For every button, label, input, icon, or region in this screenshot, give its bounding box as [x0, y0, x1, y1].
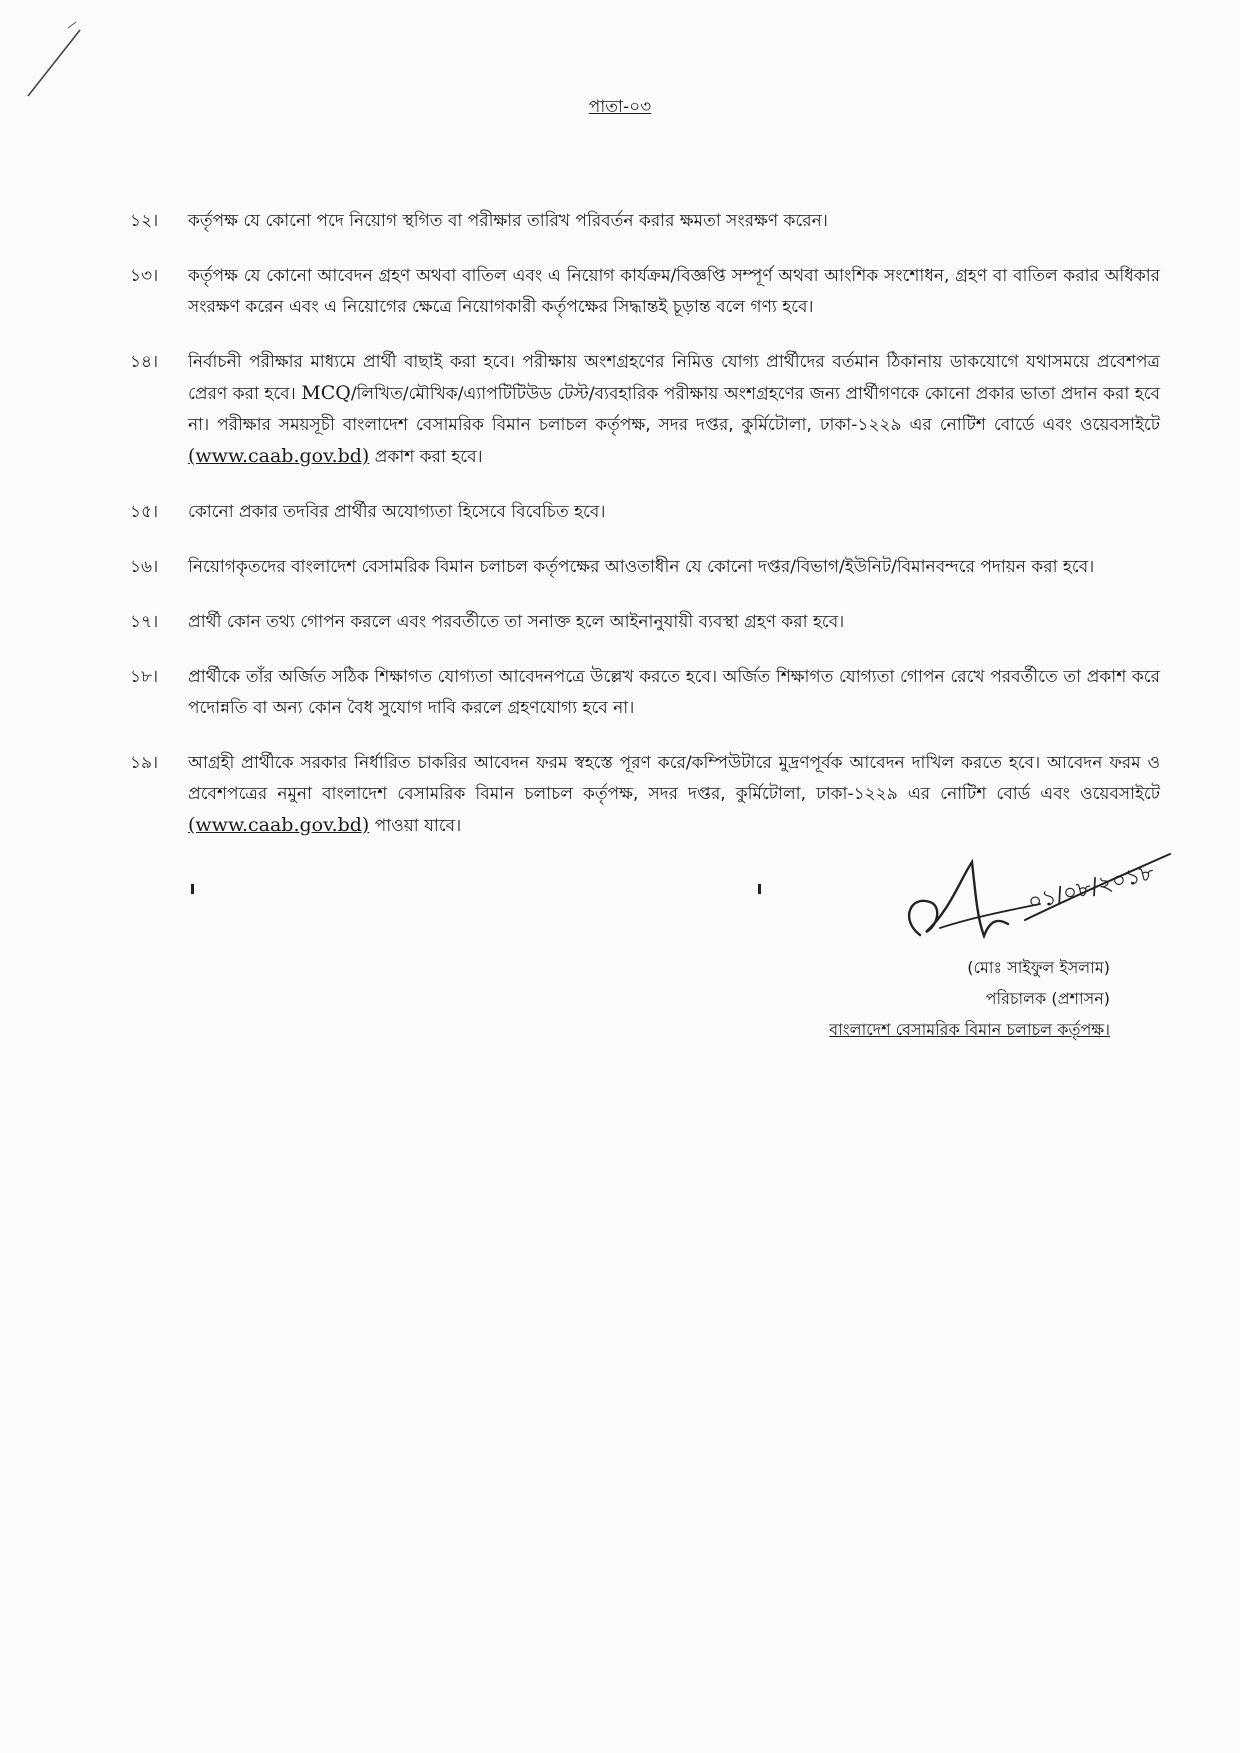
- clause-number: ১৩।: [130, 266, 159, 286]
- clause-text-part: আগ্রহী প্রার্থীকে সরকার নির্ধারিত চাকরির আবেদন ফরম স্বহস্তে পূরণ করে/কম্পিউটারে মুদ্রণপূর্বক আবেদন দাখিল করতে হবে। আবেদন ফরম ও প্রবেশপত্রের নমুনা বাংলাদেশ বেসামরিক বিমান চলাচল কর্তৃপক্ষ, সদর দপ্তর, কুর্মিটোলা, ঢাকা-১২২৯ এর নোটিশ বোর্ড এবং ওয়েবসাইটে: [188, 753, 1160, 804]
- clause-text-part: প্রকাশ করা হবে।: [374, 447, 483, 467]
- clause-14: [130, 347, 1160, 473]
- scan-dot: [191, 884, 194, 894]
- signatory-organization: বাংলাদেশ বেসামরিক বিমান চলাচল কর্তৃপক্ষ।: [829, 1020, 1110, 1039]
- clause-15: [130, 497, 1160, 528]
- website-link[interactable]: (www.caab.gov.bd): [188, 445, 370, 467]
- handwritten-signature: [880, 840, 1180, 950]
- clause-number: ১৪।: [130, 352, 159, 372]
- clause-number: ১৯।: [130, 753, 159, 773]
- clause-number: ১৫।: [130, 502, 159, 522]
- scan-pen-mark: [20, 20, 90, 100]
- clause-text: [188, 748, 1160, 842]
- clause-text: প্রার্থী কোন তথ্য গোপন করলে এবং পরবর্তীতে তা সনাক্ত হলে আইনানুযায়ী ব্যবস্থা গ্রহণ করা হবে।: [188, 612, 845, 632]
- clause-number: ১৭।: [130, 612, 159, 632]
- clause-text: প্রার্থীকে তাঁর অর্জিত সঠিক শিক্ষাগত যোগ্যতা আবেদনপত্রে উল্লেখ করতে হবে। অর্জিত শিক্ষাগত যোগ্যতা গোপন রেখে পরবর্তীতে তা প্রকাশ করে পদোন্নতি বা অন্য কোন বৈধ সুযোগ দাবি করলে গ্রহণযোগ্য হবে না।: [188, 667, 1160, 718]
- clause-13: [130, 261, 1160, 323]
- website-link[interactable]: (www.caab.gov.bd): [188, 814, 370, 836]
- page-number: পাতা-০৩: [588, 97, 652, 117]
- clause-number: ১২।: [130, 211, 159, 231]
- signatory-name: (মোঃ সাইফুল ইসলাম): [967, 958, 1110, 977]
- scan-dot: [758, 884, 761, 894]
- clause-text: নিয়োগকৃতদের বাংলাদেশ বেসামরিক বিমান চলাচল কর্তৃপক্ষের আওতাধীন যে কোনো দপ্তর/বিভাগ/ইউনিট/বিমানবন্দরে পদায়ন করা হবে।: [188, 557, 1095, 577]
- clause-text: কোনো প্রকার তদবির প্রার্থীর অযোগ্যতা হিসেবে বিবেচিত হবে।: [188, 502, 606, 522]
- signatory-designation: পরিচালক (প্রশাসন): [985, 989, 1110, 1008]
- signature-block: [690, 952, 1110, 1045]
- clause-19: [130, 748, 1160, 842]
- clause-number: ১৮।: [130, 667, 159, 687]
- clause-12: [130, 206, 1160, 237]
- clause-18: [130, 662, 1160, 724]
- clause-text: কর্তৃপক্ষ যে কোনো পদে নিয়োগ স্থগিত বা পরীক্ষার তারিখ পরিবর্তন করার ক্ষমতা সংরক্ষণ করেন।: [188, 211, 828, 231]
- clause-text-part: নির্বাচনী পরীক্ষার মাধ্যমে প্রার্থী বাছাই করা হবে। পরীক্ষায় অংশগ্রহণের নিমিত্ত যোগ্য প্রার্থীদের বর্তমান ঠিকানায় ডাকযোগে যথাসময়ে প্রবেশপত্র প্রেরণ করা হবে।: [188, 352, 1160, 404]
- clause-17: [130, 607, 1160, 638]
- clause-text-part: /লিখিত/মৌখিক/এ্যাপটিটিউড টেস্ট/ব্যবহারিক পরীক্ষায় অংশগ্রহণের জন্য প্রার্থীগণকে কোনো প্রকার ভাতা প্রদান করা হবে না। পরীক্ষার সময়সূচী বাংলাদেশ বেসামরিক বিমান চলাচল কর্তৃপক্ষ, সদর দপ্তর, কুর্মিটোলা, ঢাকা-১২২৯ এর নোটিশ বোর্ডে এবং ওয়েবসাইটে: [188, 384, 1160, 435]
- clause-text: কর্তৃপক্ষ যে কোনো আবেদন গ্রহণ অথবা বাতিল এবং এ নিয়োগ কার্যক্রম/বিজ্ঞপ্তি সম্পূর্ণ অথবা আংশিক সংশোধন, গ্রহণ বা বাতিল করার অধিকার সংরক্ষণ করেন এবং এ নিয়োগের ক্ষেত্রে নিয়োগকারী কর্তৃপক্ষের সিদ্ধান্তই চূড়ান্ত বলে গণ্য হবে।: [188, 266, 1160, 317]
- handwritten-date: ০১/০৮/২০১৮: [1025, 860, 1157, 916]
- clause-text-part: পাওয়া যাবে।: [374, 816, 462, 836]
- clause-number: ১৬।: [130, 557, 159, 577]
- clause-16: [130, 552, 1160, 583]
- clause-text: [188, 347, 1160, 473]
- mcq-term: MCQ: [301, 382, 351, 404]
- clause-list: [130, 206, 1160, 866]
